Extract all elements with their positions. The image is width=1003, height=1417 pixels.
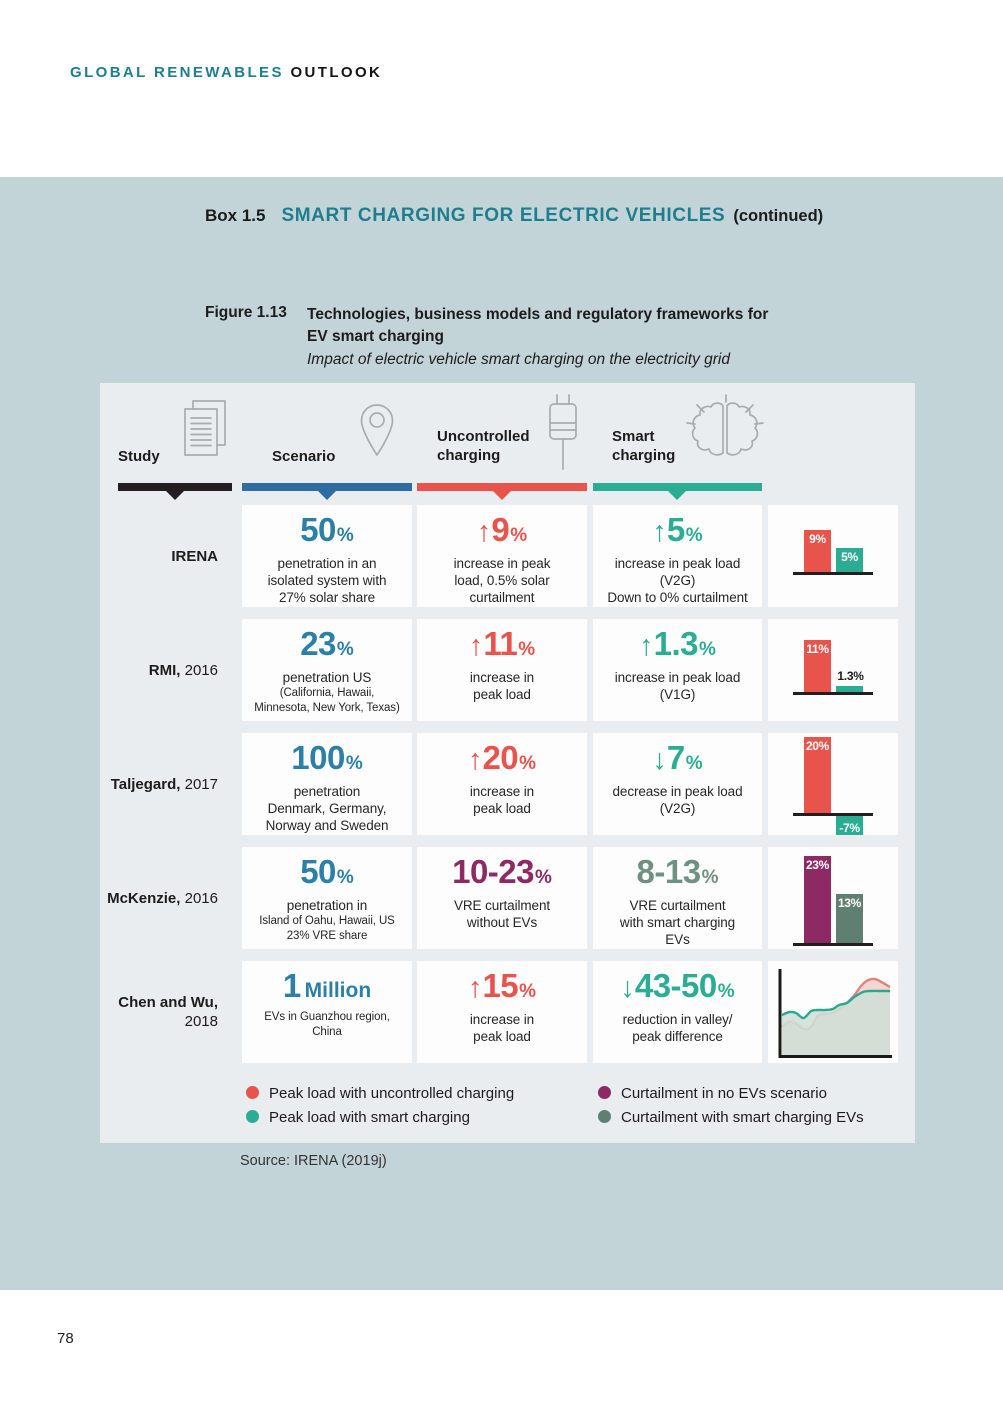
mini-line-chart <box>768 961 898 1063</box>
legend-dot <box>598 1110 611 1123</box>
figure-source: Source: IRENA (2019j) <box>240 1153 387 1169</box>
legend-item: Peak load with smart charging <box>246 1109 470 1126</box>
trend-up-icon: ↑ <box>468 630 484 662</box>
study-label: Taljegard, 2017 <box>110 775 218 793</box>
box-continued: (continued) <box>733 207 824 225</box>
trend-up-icon: ↑ <box>652 516 667 548</box>
page-number: 78 <box>57 1330 74 1347</box>
figure-label: Figure 1.13 <box>205 304 287 321</box>
smart-card: ↓43-50% reduction in valley/ peak difference <box>593 961 762 1063</box>
scenario-column-bar <box>242 483 412 491</box>
column-header-scenario: Scenario <box>272 448 336 465</box>
box-title <box>205 205 823 227</box>
column-header-smart: Smart charging <box>612 428 676 464</box>
smart-column-arrow <box>668 491 686 500</box>
scenario-card: 50% penetration in Island of Oahu, Hawaii, US 23% VRE share <box>242 847 412 949</box>
study-column-arrow <box>166 491 184 500</box>
smart-card: 8-13% VRE curtailment with smart charging EVs <box>593 847 762 949</box>
smart-card: ↓7% decrease in peak load (V2G) <box>593 733 762 835</box>
map-pin-icon <box>358 403 396 464</box>
study-label: McKenzie, 2016 <box>107 889 218 907</box>
box-label: Box 1.5 <box>205 206 266 225</box>
column-header-study: Study <box>118 448 160 465</box>
figure-panel <box>100 383 915 1143</box>
scenario-column-arrow <box>318 491 336 500</box>
study-label: Chen and Wu, 2018 <box>118 994 218 1030</box>
trend-up-icon: ↑ <box>639 630 654 662</box>
brand-secondary: OUTLOOK <box>290 64 383 81</box>
smart-column-bar <box>593 483 762 491</box>
legend-dot <box>598 1086 611 1099</box>
legend-dot <box>246 1110 259 1123</box>
uncontrolled-card: ↑9% increase in peak load, 0.5% solar curtailment <box>417 505 587 607</box>
uncontrolled-column-arrow <box>493 491 511 500</box>
brand-primary: GLOBAL RENEWABLES <box>70 64 284 81</box>
study-label: IRENA <box>171 547 218 565</box>
uncontrolled-card: ↑15% increase in peak load <box>417 961 587 1063</box>
scenario-card: 100% penetration Denmark, Germany, Norway and Sweden <box>242 733 412 835</box>
legend-item: Peak load with uncontrolled charging <box>246 1085 514 1102</box>
trend-up-icon: ↑ <box>467 744 483 776</box>
mini-bar-chart: 9% 5% <box>768 505 898 607</box>
trend-down-icon: ↓ <box>652 744 667 776</box>
uncontrolled-card: 10-23% VRE curtailment without EVs <box>417 847 587 949</box>
legend-dot <box>246 1086 259 1099</box>
scenario-card: 23% penetration US (California, Hawaii, Minnesota, New York, Texas) <box>242 619 412 721</box>
figure-title <box>307 304 887 371</box>
scenario-card: 50% penetration in an isolated system with 27% solar share <box>242 505 412 607</box>
mini-bar-chart: 20% -7% <box>768 733 898 835</box>
uncontrolled-card: ↑11% increase in peak load <box>417 619 587 721</box>
column-header-uncontrolled: Uncontrolled charging <box>437 428 530 464</box>
legend-item: Curtailment in no EVs scenario <box>598 1085 827 1102</box>
documents-icon <box>180 398 230 465</box>
figure-subtitle: Impact of electric vehicle smart charging on the electricity grid <box>307 351 730 368</box>
study-column-bar <box>118 483 232 491</box>
study-label: RMI, 2016 <box>148 661 218 679</box>
box-heading: SMART CHARGING FOR ELECTRIC VEHICLES <box>281 205 726 226</box>
figure-title-line1: Technologies, business models and regulatory frameworks for <box>307 306 769 323</box>
uncontrolled-card: ↑20% increase in peak load <box>417 733 587 835</box>
legend-item: Curtailment with smart charging EVs <box>598 1109 864 1126</box>
report-brand <box>70 64 382 81</box>
mini-bar-chart: 23% 13% <box>768 847 898 949</box>
trend-up-icon: ↑ <box>467 972 483 1004</box>
plug-icon <box>543 393 583 478</box>
trend-up-icon: ↑ <box>476 516 492 548</box>
mini-bar-chart: 11% 1.3% <box>768 619 898 721</box>
brain-icon <box>685 393 765 466</box>
smart-card: ↑5% increase in peak load (V2G) Down to 0% curtailment <box>593 505 762 607</box>
figure-title-line2: EV smart charging <box>307 328 444 345</box>
scenario-card: 1 Million EVs in Guanzhou region, China <box>242 961 412 1063</box>
trend-down-icon: ↓ <box>620 972 635 1004</box>
uncontrolled-column-bar <box>417 483 587 491</box>
smart-card: ↑1.3% increase in peak load (V1G) <box>593 619 762 721</box>
